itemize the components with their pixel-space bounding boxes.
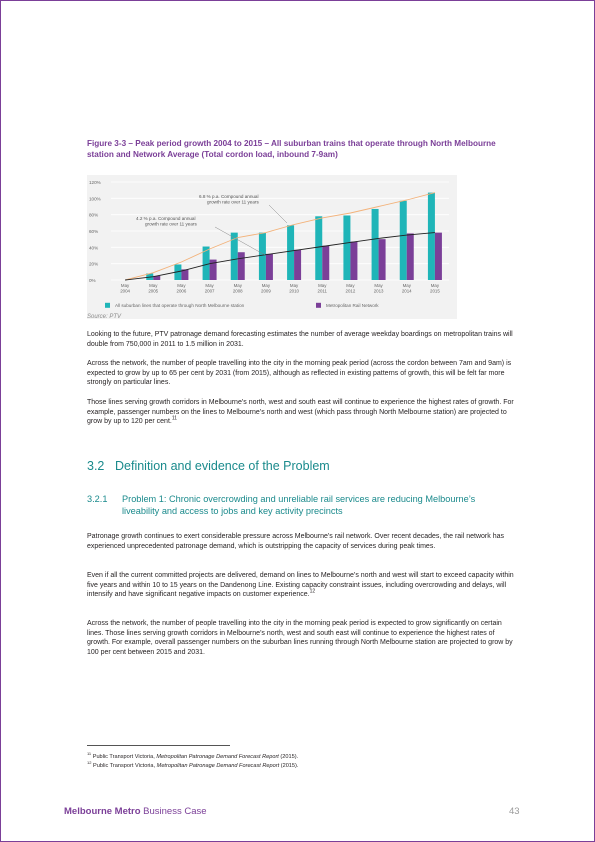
section-number: 3.2 (87, 459, 105, 473)
annotation-6-8-line2: growth rate over 11 years (207, 199, 259, 205)
bar-north-melbourne (259, 233, 266, 280)
subsection-number: 3.2.1 (87, 494, 108, 504)
x-tick-label: May (402, 283, 411, 288)
subsection-title: Problem 1: Chronic overcrowding and unreliable rail services are reducing Melbourne’s liveability and access to jobs and key activity precincts (122, 494, 476, 516)
paragraph-3-text: Those lines serving growth corridors in Melbourne’s north, west and south east will continue to experience the highest rates of growth. For example, passenger numbers on the lines to Melbourne’s north and west (which pass through North Melbourne station) are projected to grow by up to 120 per cent. (87, 399, 514, 426)
annotation-4-2-line2: growth rate over 11 years (145, 221, 197, 227)
annotation-6-8-line1: 6.8 % p.a. Compound annual (199, 194, 259, 199)
footnote-suffix: (2015). (278, 753, 299, 760)
footnote-number: 12 (87, 760, 92, 765)
bar-north-melbourne (287, 225, 294, 280)
bar-north-melbourne (400, 201, 407, 280)
footer-brand-bold: Melbourne Metro (64, 806, 141, 817)
peak-growth-chart (87, 175, 457, 319)
paragraph-1: Looking to the future, PTV patronage demand forecasting estimates the number of average weekday boardings on metropolitan trains will double from 750,000 in 2011 to 1.5 million in 2031. (87, 331, 513, 348)
footnote-number: 11 (87, 751, 92, 756)
footer-brand-rest: Business Case (140, 806, 207, 817)
chart-svg (87, 175, 457, 319)
bar-network (407, 233, 414, 280)
x-tick-label: 2007 (204, 288, 215, 294)
y-tick-label: 0% (89, 278, 96, 283)
y-tick-label: 120% (89, 180, 101, 185)
x-tick-label: May (261, 283, 271, 288)
y-tick-label: 100% (89, 196, 101, 202)
footnote-prefix: Public Transport Victoria, (93, 762, 157, 769)
x-tick-label: 2013 (373, 288, 384, 294)
x-tick-label: 2014 (401, 288, 412, 294)
x-tick-label: 2012 (345, 288, 356, 294)
paragraph-6: Across the network, the number of people travelling into the city in the morning peak period is expected to grow significantly on certain lines. Those lines serving growth corridors in Melbourne’s north, west and south east will continue to experience the highest rates of growth. For example, overall passenger numbers on the suburban lines running through North Melbourne station are projected to grow by 100 per cent between 2015 and 2031. (87, 620, 513, 656)
x-tick-label: May (205, 283, 214, 288)
legend-label-network: Metropolitan Rail Network (326, 303, 379, 308)
footer-brand (64, 806, 207, 817)
paragraph-4: Patronage growth continues to exert considerable pressure across Melbourne’s rail network. Over recent decades, the rail network has experienced unprecedented patronage demand, which is outstripping the capacity of services during peak times. (87, 533, 504, 550)
x-tick-label: 2010 (289, 288, 299, 294)
x-tick-label: May (149, 283, 158, 288)
footnote-suffix: (2015). (279, 762, 299, 769)
y-tick-label: 60% (89, 229, 99, 234)
paragraph-5-text: Even if all the current committed projects are delivered, demand on lines to Melbourne’s north and west will start to exceed capacity within five years and within 10 to 15 years on the Dandenong Line. Existing capacity constraint issues, including overcrowding and delays, will intensify and have significant negative impacts on customer experience. (87, 572, 514, 599)
annotation-4-2-line1: 4.2 % p.a. Compound annual (136, 216, 196, 221)
legend-swatch-network (316, 303, 321, 308)
footnote-prefix: Public Transport Victoria, (92, 753, 157, 760)
x-tick-label: May (177, 283, 186, 288)
paragraph-2: Across the network, the number of people travelling into the city in the morning peak period (across the cordon between 7am and 9am) is expected to grow by up to 65 per cent by 2031 (from 2015), although as reflected in existing patterns of growth, this will be felt far more strongly on particular lines. (87, 360, 512, 387)
bar-network (294, 250, 301, 280)
x-tick-label: 2009 (261, 288, 271, 294)
x-tick-label: 2006 (176, 288, 187, 294)
x-tick-label: 2008 (232, 288, 243, 294)
y-tick-label: 40% (89, 245, 99, 251)
paragraph-3 (87, 398, 515, 427)
bar-network (266, 254, 273, 280)
x-tick-label: May (120, 283, 130, 288)
footnote-title: Metropolitan Patronage Demand Forecast Report (156, 762, 280, 769)
bar-network (238, 252, 245, 280)
x-tick-label: May (233, 283, 242, 288)
x-tick-label: May (346, 283, 355, 288)
legend-swatch-north-melbourne (105, 303, 110, 308)
x-tick-label: 2005 (148, 288, 159, 294)
bar-north-melbourne (343, 215, 350, 280)
footnote-ref-11[interactable]: 11 (171, 415, 178, 422)
figure-caption: Figure 3-3 – Peak period growth 2004 to 2015 – All suburban trains that operate through North Melbourne station and Network Average (Total cordon load, inbound 7-9am) (87, 139, 496, 159)
figure-source: Source: PTV (87, 314, 122, 320)
footnote-12 (87, 759, 298, 770)
x-tick-label: May (289, 283, 299, 288)
x-tick-label: 2015 (430, 288, 440, 294)
bar-north-melbourne (428, 193, 435, 280)
bar-north-melbourne (315, 216, 322, 280)
bar-network (322, 246, 329, 280)
footnote-title: Metropolitan Patronage Demand Forecast Report (156, 753, 279, 760)
bar-network (435, 233, 442, 280)
bar-network (350, 242, 357, 280)
y-tick-label: 80% (89, 212, 99, 218)
x-tick-label: 2011 (317, 288, 327, 294)
bar-network (379, 239, 386, 280)
footnote-ref-12[interactable]: 12 (309, 588, 316, 595)
bar-north-melbourne (372, 209, 379, 280)
y-tick-label: 20% (89, 261, 99, 267)
subsection-heading (87, 493, 507, 517)
section-title: Definition and evidence of the Problem (115, 459, 330, 473)
x-tick-label: May (318, 283, 327, 288)
x-tick-label: 2004 (120, 288, 130, 294)
page-number: 43 (509, 806, 520, 817)
footnote-divider (87, 745, 230, 746)
paragraph-5 (87, 571, 515, 600)
x-tick-label: May (430, 283, 440, 288)
legend-label-north-melbourne: All suburban lines that operate through North Melbourne station (115, 303, 245, 308)
x-tick-label: May (374, 283, 383, 288)
section-heading (87, 459, 330, 473)
